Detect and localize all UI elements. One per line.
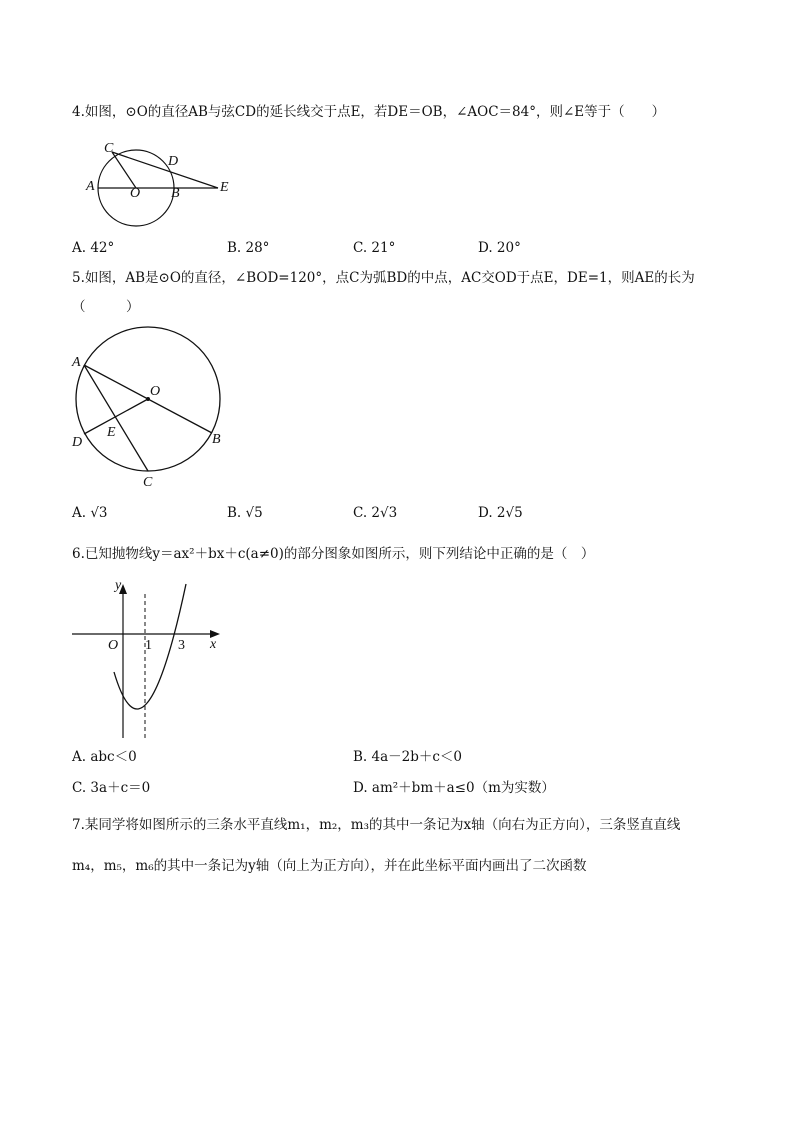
q6-option-b[interactable]: B. 4a－2b＋c＜0 — [353, 749, 463, 765]
q5-option-c[interactable]: C. 2√3 — [353, 505, 398, 521]
q5-option-a[interactable]: A. √3 — [72, 505, 108, 521]
q6-option-d[interactable]: D. am²＋bm＋a≤0（m为实数） — [353, 780, 555, 796]
q6-label-y: y — [115, 578, 122, 593]
q7-line2: m₄，m₅，m₆的其中一条记为y轴（向上为正方向），并在此坐标平面内画出了二次函数 — [72, 858, 587, 874]
q5-stem-line2: （ ） — [72, 299, 140, 315]
q4-label-o: O — [130, 186, 141, 201]
q4-label-b: B — [171, 186, 180, 201]
q6-option-c[interactable]: C. 3a＋c＝0 — [72, 780, 151, 796]
q6-label-3: 3 — [178, 638, 185, 653]
q4-option-d[interactable]: D. 20° — [478, 240, 521, 256]
q6-stem: 6.已知抛物线y＝ax²＋bx＋c(a≠0)的部分图象如图所示，则下列结论中正确的是（ ） — [72, 546, 595, 562]
q5-label-a: A — [72, 355, 81, 370]
q5-stem-line1: 5.如图，AB是⊙O的直径，∠BOD=120°，点C为弧BD的中点，AC交OD于点E，DE=1，则AE的长为 — [72, 270, 695, 286]
q4-label-d: D — [168, 154, 179, 169]
q5-label-e: E — [107, 425, 116, 440]
q5-label-b: B — [212, 432, 221, 447]
q4-label-a: A — [86, 179, 95, 194]
q4-option-c[interactable]: C. 21° — [353, 240, 396, 256]
q5-label-d: D — [72, 435, 83, 450]
q6-label-x: x — [210, 637, 217, 652]
q4-label-e: E — [220, 180, 229, 195]
q5-label-o: O — [150, 384, 161, 399]
q5-option-b[interactable]: B. √5 — [227, 505, 263, 521]
q4-stem: 4.如图，⊙O的直径AB与弦CD的延长线交于点E，若DE＝OB，∠AOC＝84°，则∠E等于（ ） — [72, 104, 666, 120]
q6-option-a[interactable]: A. abc＜0 — [72, 749, 137, 765]
q6-label-1: 1 — [145, 638, 152, 653]
q7-line1: 7.某同学将如图所示的三条水平直线m₁，m₂，m₃的其中一条记为x轴（向右为正方向），三条竖直直线 — [72, 817, 681, 833]
q4-option-a[interactable]: A. 42° — [72, 240, 115, 256]
q4-figure — [82, 138, 242, 234]
q5-figure — [64, 325, 244, 495]
q4-label-c: C — [104, 141, 114, 156]
q5-label-c: C — [143, 475, 153, 490]
q6-figure — [68, 576, 230, 746]
q6-label-o: O — [108, 638, 119, 653]
q5-option-d[interactable]: D. 2√5 — [478, 505, 523, 521]
q4-option-b[interactable]: B. 28° — [227, 240, 270, 256]
